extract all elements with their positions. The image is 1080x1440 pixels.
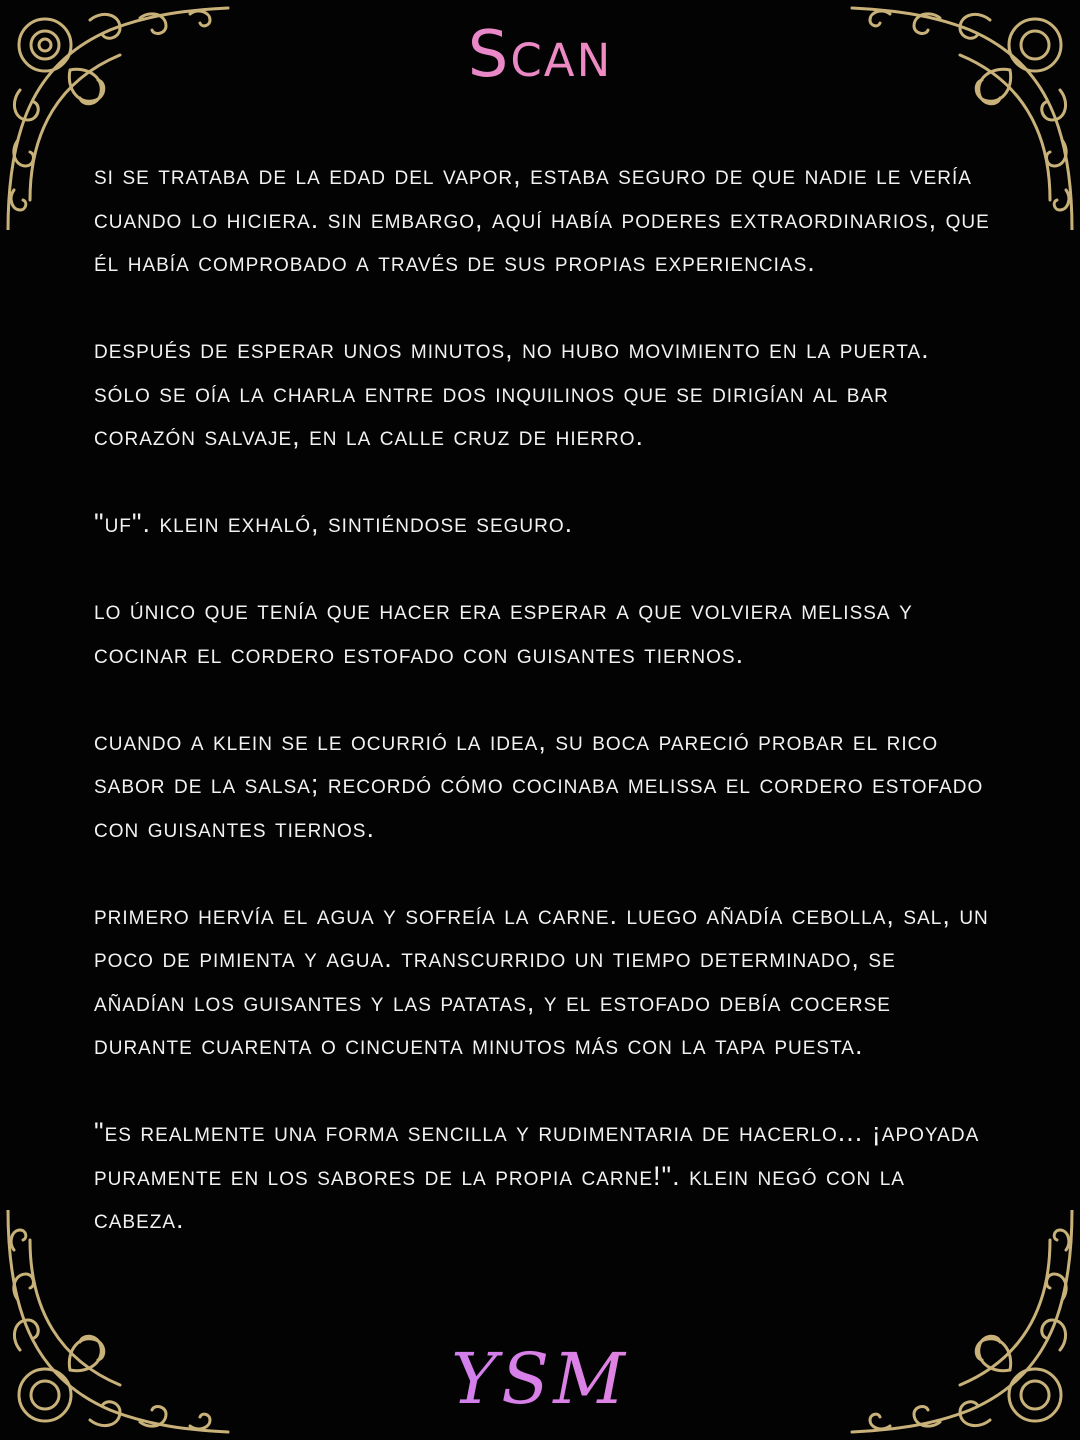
paragraph: primero hervía el agua y sofreía la carne. luego añadía cebolla, sal, un poco de pimienta y agua. transcurrido un tiempo determinado, se añadían los guisantes y las patatas, y el estofado debía cocerse durante cuarenta o cincuenta minutos más con la tapa puesta.: [94, 899, 989, 1060]
paragraph: lo único que tenía que hacer era esperar a que volviera melissa y cocinar el cordero estofado con guisantes tiernos.: [94, 595, 913, 669]
paragraph: "uf". klein exhaló, sintiéndose seguro.: [94, 508, 574, 538]
page-title: Scan: [0, 18, 1080, 92]
paragraph: cuando a klein se le ocurrió la idea, su boca pareció probar el rico sabor de la salsa; recordó cómo cocinaba melissa el cordero estofado con guisantes tiernos.: [94, 725, 984, 843]
paragraph: "es realmente una forma sencilla y rudimentaria de hacerlo... ¡apoyada puramente en los sabores de la propia carne!". klein negó con la cabeza.: [94, 1117, 980, 1234]
signature-logo: YSM: [0, 1338, 1080, 1420]
paragraph: después de esperar unos minutos, no hubo movimiento en la puerta. sólo se oía la charla entre dos inquilinos que se dirigían al bar corazón salvaje, en la calle cruz de hierro.: [94, 334, 930, 451]
paragraph: si se trataba de la edad del vapor, estaba seguro de que nadie le vería cuando lo hiciera. sin embargo, aquí había poderes extraordinarios, que él había comprobado a través de sus propias experiencias.: [94, 160, 990, 277]
story-body: [94, 154, 994, 1285]
